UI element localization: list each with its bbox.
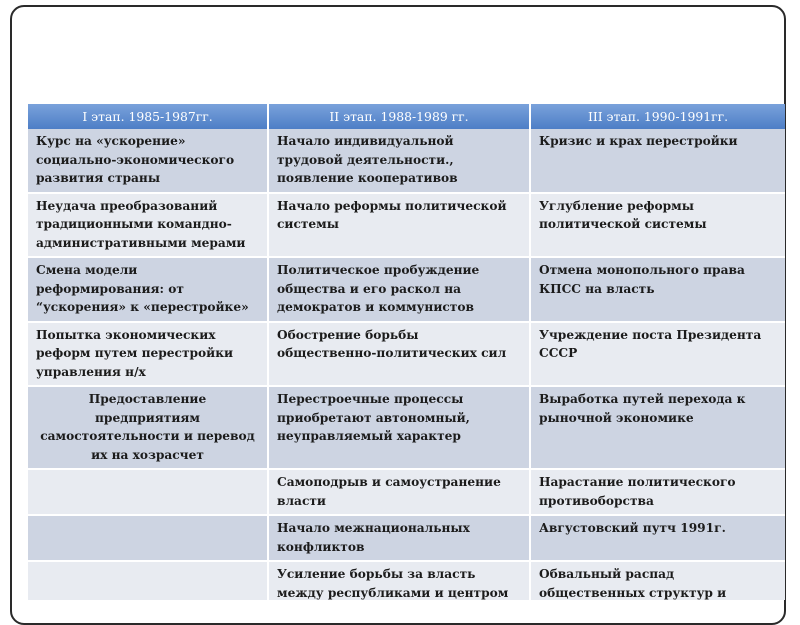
table-cell: Обострение борьбы общественно-политических сил (268, 322, 530, 387)
header-stage-3: III этап. 1990-1991гг. (530, 104, 785, 129)
perestroika-stages-table (28, 104, 785, 600)
table-row (28, 257, 785, 322)
table-cell: Неудача преобразований традиционными командно-административными мерами (28, 193, 268, 258)
table-row (28, 322, 785, 387)
table-cell: Смена модели реформирования: от “ускорения» к «перестройке» (28, 257, 268, 322)
table-row (28, 129, 785, 193)
table-cell: Перестроечные процессы приобретают автономный, неуправляемый характер (268, 386, 530, 469)
table-cell (28, 515, 268, 561)
table-cell: Попытка экономических реформ путем перестройки управления н/х (28, 322, 268, 387)
table-header-row (28, 104, 785, 129)
table-cell: Начало индивидуальной трудовой деятельности., появление кооперативов (268, 129, 530, 193)
table-cell: Учреждение поста Президента СССР (530, 322, 785, 387)
table-cell (28, 469, 268, 515)
table-cell (28, 561, 268, 600)
table-cell: Обвальный распад общественных структур и (530, 561, 785, 600)
table-cell: Политическое пробуждение общества и его раскол на демократов и коммунистов (268, 257, 530, 322)
table-row (28, 386, 785, 469)
table-cell: Выработка путей перехода к рыночной экономике (530, 386, 785, 469)
table-row (28, 561, 785, 600)
header-stage-2: II этап. 1988-1989 гг. (268, 104, 530, 129)
table-cell: Нарастание политического противоборства (530, 469, 785, 515)
table-cell: Самоподрыв и самоустранение власти (268, 469, 530, 515)
table-cell: Углубление реформы политической системы (530, 193, 785, 258)
perestroika-stages-table-wrapper (28, 104, 786, 600)
table-cell: Предоставление предприятиям самостоятельности и перевод их на хозрасчет (28, 386, 268, 469)
table-cell: Отмена монопольного права КПСС на власть (530, 257, 785, 322)
table-cell: Начало межнациональных конфликтов (268, 515, 530, 561)
table-row (28, 515, 785, 561)
table-row (28, 193, 785, 258)
table-cell: Кризис и крах перестройки (530, 129, 785, 193)
table-cell: Начало реформы политической системы (268, 193, 530, 258)
table-cell: Усиление борьбы за власть между республиками и центром (268, 561, 530, 600)
header-stage-1: I этап. 1985-1987гг. (28, 104, 268, 129)
table-cell: Августовский путч 1991г. (530, 515, 785, 561)
table-row (28, 469, 785, 515)
table-cell: Курс на «ускорение» социально-экономического развития страны (28, 129, 268, 193)
